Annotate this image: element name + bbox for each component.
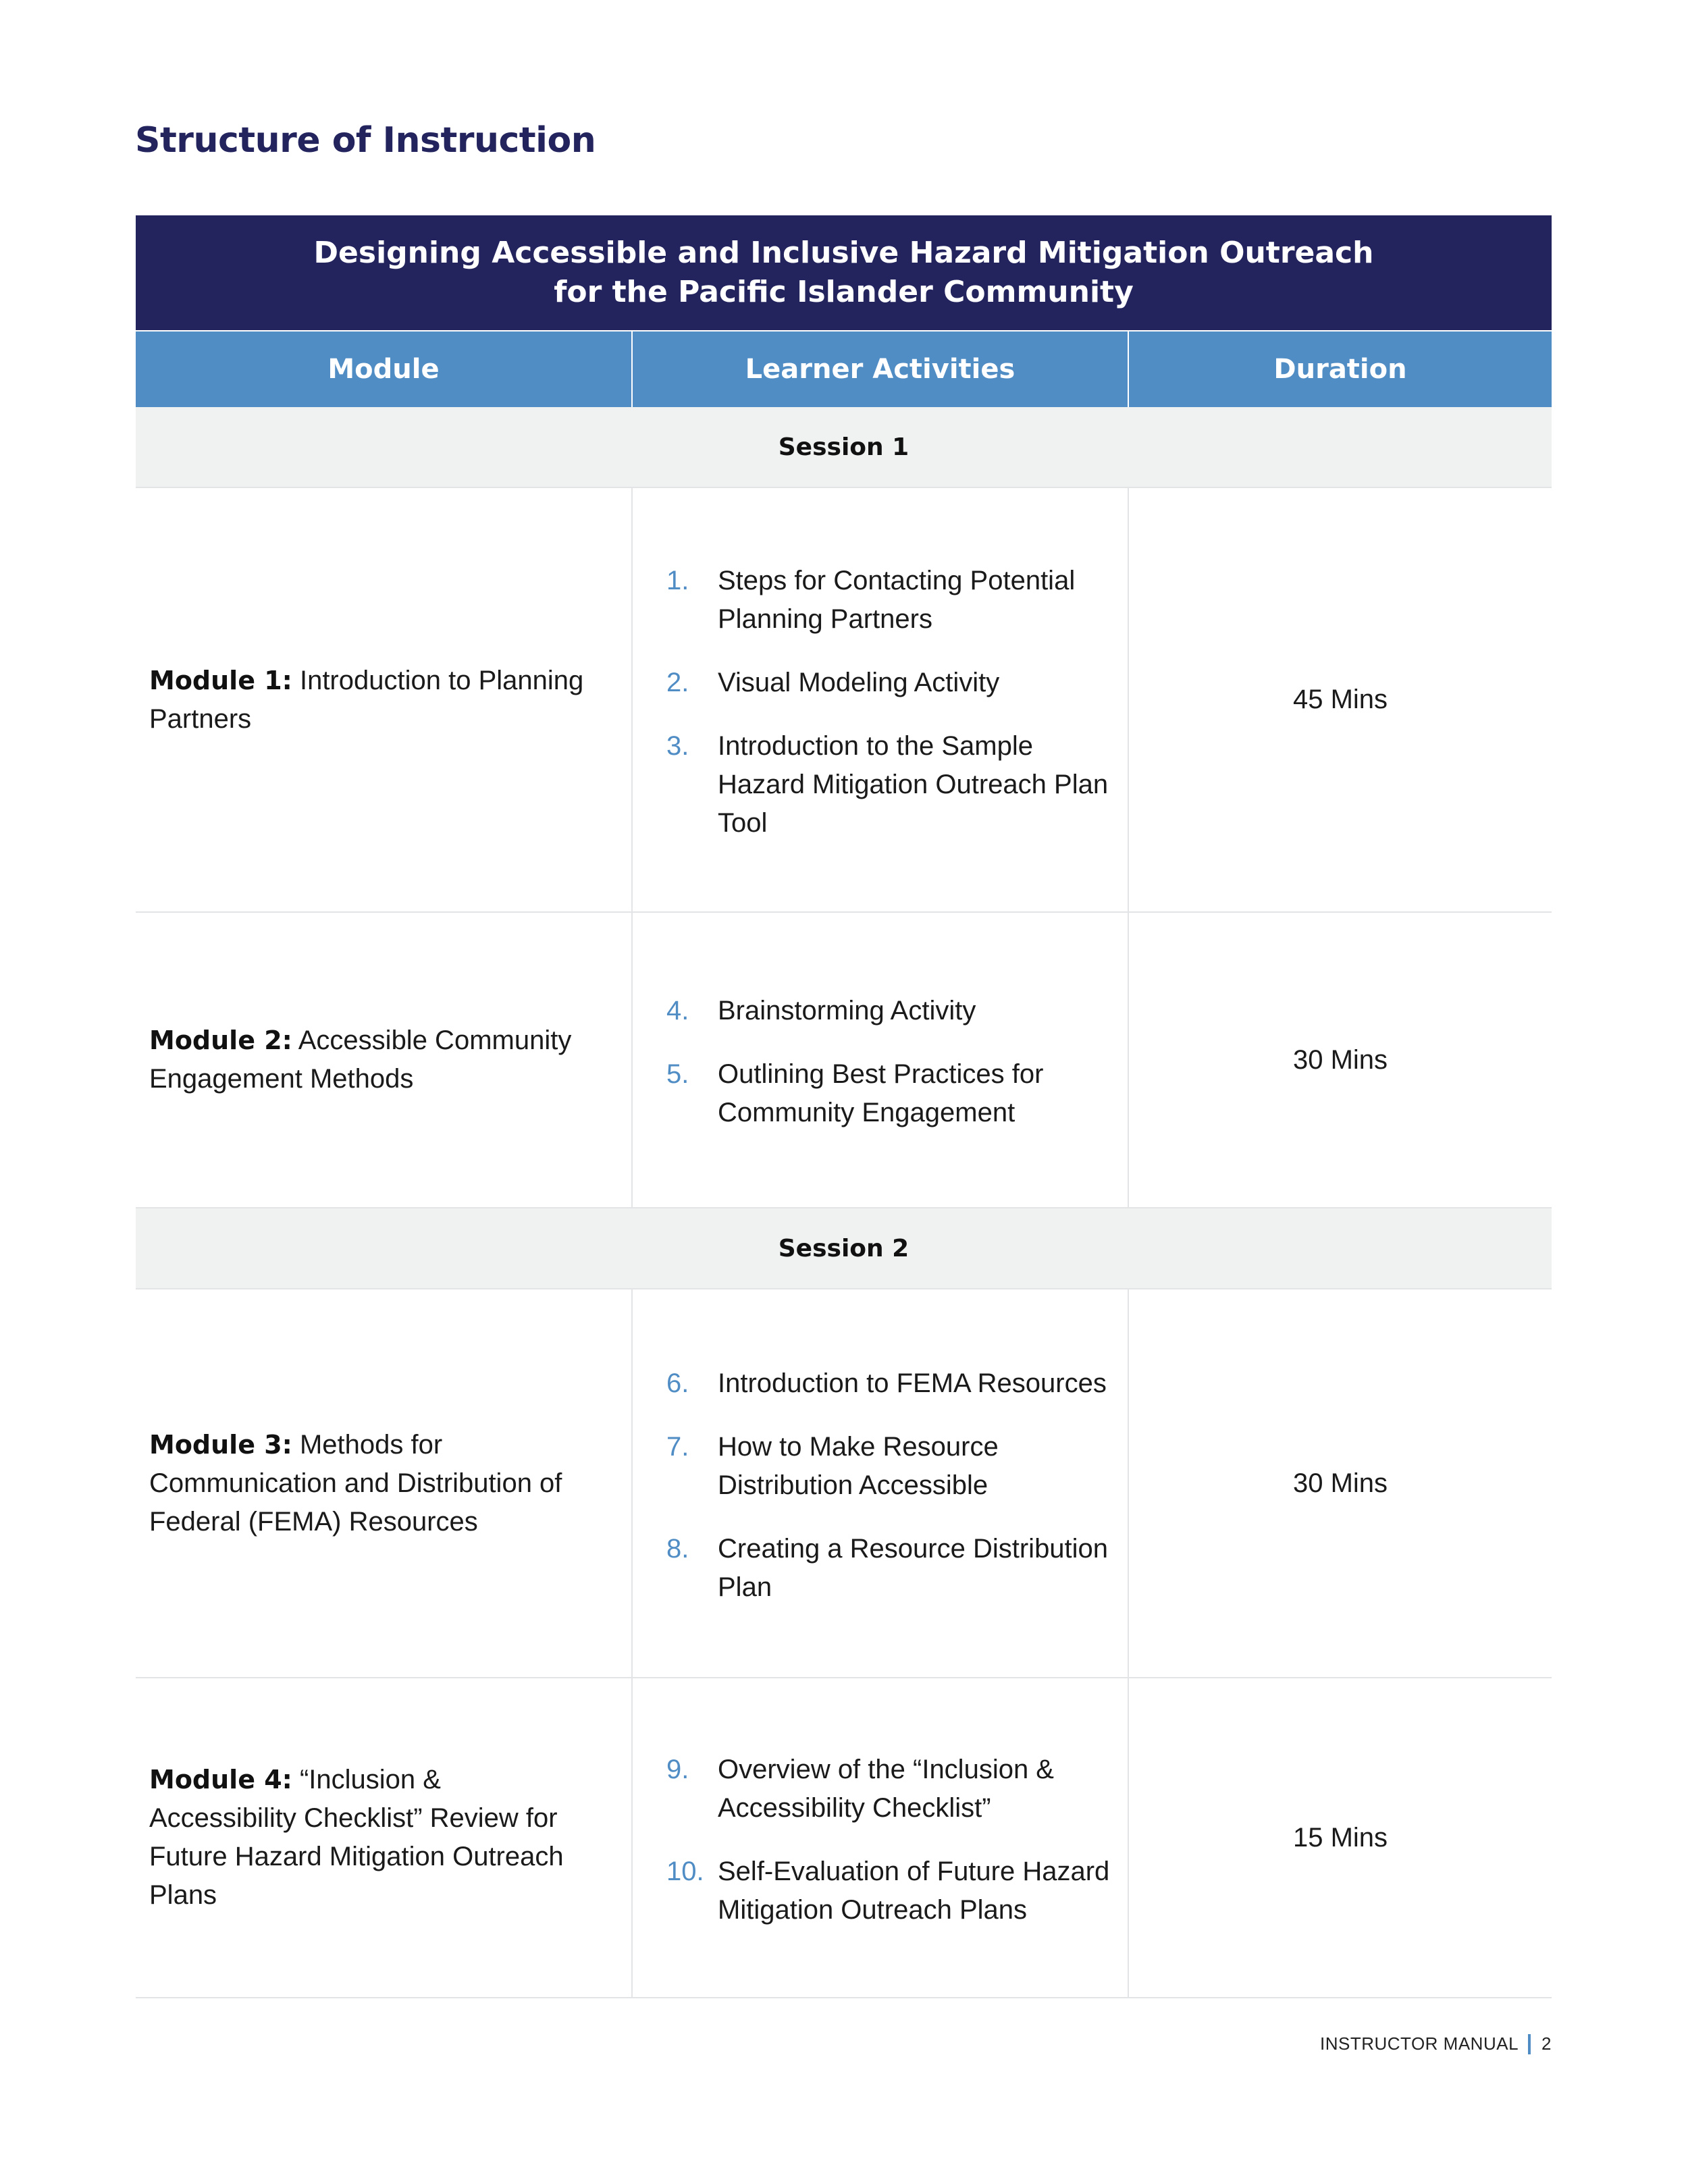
table-title-line-2: for the Pacific Islander Community: [554, 275, 1134, 309]
list-item: [666, 1055, 1121, 1132]
table-row: [136, 487, 1552, 912]
list-item: [666, 1428, 1121, 1505]
activity-number: 8.: [666, 1533, 689, 1564]
duration-cell: 30 Mins: [1128, 912, 1552, 1208]
page-number: 2: [1541, 2033, 1552, 2054]
duration-cell: 45 Mins: [1128, 487, 1552, 912]
module-name: Introduction to Planning Partners: [149, 665, 584, 734]
table-title-line-1: Designing Accessible and Inclusive Hazard Mitigation Outreach: [313, 236, 1374, 270]
activity-text: Introduction to FEMA Resources: [718, 1368, 1107, 1398]
list-item: [666, 1853, 1121, 1929]
table-title-row: [136, 215, 1552, 331]
table-row: [136, 1678, 1552, 1998]
list-item: [666, 1751, 1121, 1828]
activity-text: Self-Evaluation of Future Hazard Mitigation Outreach Plans: [718, 1856, 1110, 1925]
activity-number: 2.: [666, 667, 689, 697]
footer-divider: [1528, 2034, 1531, 2054]
list-item: [666, 1530, 1121, 1607]
activity-number: 6.: [666, 1368, 689, 1398]
session-label: Session 1: [136, 407, 1552, 487]
column-header-module: Module: [136, 331, 632, 407]
module-label: Module 4:: [149, 1765, 292, 1794]
column-header-duration: Duration: [1128, 331, 1552, 407]
list-item: [666, 1364, 1121, 1403]
list-item: [666, 664, 1121, 702]
activity-number: 1.: [666, 565, 689, 595]
table-row: [136, 1289, 1552, 1678]
column-header-activities: Learner Activities: [632, 331, 1128, 407]
activity-list: [666, 1364, 1121, 1607]
module-cell: [136, 1678, 632, 1998]
activity-number: 10.: [666, 1856, 704, 1886]
list-item: [666, 562, 1121, 639]
activity-list: [666, 562, 1121, 843]
activity-text: Outlining Best Practices for Community Engagement: [718, 1059, 1044, 1127]
module-label: Module 1:: [149, 665, 292, 695]
activity-list: [666, 992, 1121, 1132]
activity-number: 3.: [666, 730, 689, 761]
module-label: Module 3:: [149, 1429, 292, 1460]
module-cell: [136, 487, 632, 912]
activity-text: Introduction to the Sample Hazard Mitigation Outreach Plan Tool: [718, 730, 1109, 838]
activity-number: 4.: [666, 996, 689, 1026]
session-row: [136, 407, 1552, 487]
page-title: Structure of Instruction: [135, 120, 596, 161]
activity-number: 9.: [666, 1754, 689, 1784]
list-item: [666, 992, 1121, 1030]
duration-cell: 15 Mins: [1128, 1678, 1552, 1998]
page-footer: [1320, 2033, 1552, 2054]
module-name: Accessible Community Engagement Methods: [149, 1026, 572, 1094]
footer-label: INSTRUCTOR MANUAL: [1319, 2033, 1519, 2054]
session-row: [136, 1208, 1552, 1289]
activity-list: [666, 1751, 1121, 1929]
session-label: Session 2: [136, 1208, 1552, 1289]
table-title: [136, 215, 1552, 331]
activities-cell: [632, 487, 1128, 912]
activities-cell: [632, 1678, 1128, 1998]
module-label: Module 2:: [149, 1026, 292, 1055]
module-cell: [136, 1289, 632, 1678]
activity-text: Creating a Resource Distribution Plan: [718, 1533, 1109, 1602]
activity-text: Steps for Contacting Potential Planning Partners: [718, 565, 1076, 634]
activity-text: Visual Modeling Activity: [718, 667, 1000, 697]
module-cell: [136, 912, 632, 1208]
column-header-row: [136, 331, 1552, 407]
activity-text: Brainstorming Activity: [718, 996, 976, 1026]
list-item: [666, 727, 1121, 843]
table-row: [136, 912, 1552, 1208]
module-name: “Inclusion & Accessibility Checklist” Review for Future Hazard Mitigation Outreach Plans: [149, 1765, 564, 1910]
activity-number: 7.: [666, 1431, 689, 1462]
activity-number: 5.: [666, 1059, 689, 1089]
duration-cell: 30 Mins: [1128, 1289, 1552, 1678]
activity-text: How to Make Resource Distribution Accessible: [718, 1431, 999, 1500]
activities-cell: [632, 912, 1128, 1208]
activity-text: Overview of the “Inclusion & Accessibility Checklist”: [718, 1754, 1054, 1823]
instruction-structure-table: [136, 215, 1552, 1998]
activities-cell: [632, 1289, 1128, 1678]
module-name: Methods for Communication and Distribution of Federal (FEMA) Resources: [149, 1429, 562, 1537]
